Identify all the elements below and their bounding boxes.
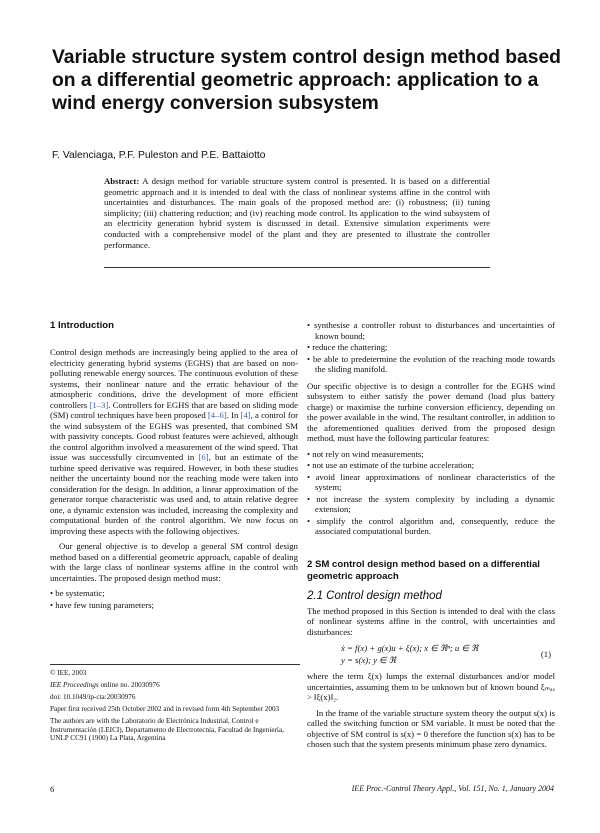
abstract-divider — [104, 267, 490, 268]
list-item-text: not rely on wind measurements; — [312, 448, 424, 459]
list-item-text: reduce the chattering; — [312, 342, 388, 352]
abstract — [104, 176, 490, 250]
list-item-text: have few tuning parameters; — [55, 599, 154, 610]
copyright: © IEE, 2003 — [50, 669, 87, 677]
right-column — [307, 320, 555, 755]
list-item-text: synthesise a controller robust to disturbances and uncertainties of known bound; — [314, 320, 556, 341]
list-item: • be systematic; — [50, 588, 105, 598]
equation-1 — [307, 643, 555, 667]
received-dates: Paper first received 25th October 2002 and in revised form 4th September 2003 — [50, 704, 280, 713]
citation-link[interactable]: [4] — [240, 410, 251, 420]
list-item-text: avoid linear approximations of nonlinear characteristics of the system; — [315, 471, 555, 492]
proceedings-number: online no. 20030976 — [98, 680, 160, 689]
method-paragraph: The method proposed in this Section is intended to deal with the class of nonlinear systems affine in the control, with uncertainties and disturbances: — [307, 605, 555, 637]
list-item: • simplify the control algorithm and, consequently, reduce the associated computational burden. — [307, 515, 555, 536]
text-run: Control design methods are increasingly being applied to the area of electricity generating hybrid systems (EGHS) that are based on non-polluting renewable energy sources. The continuous evolution of these systems, their nonlinear nature and the erratic behaviour of the atmospheric conditions, drive the development of more efficient controllers — [50, 347, 298, 410]
page-number: 6 — [50, 784, 55, 794]
abstract-text: A design method for variable structure system control is presented. It is based on a differential geometric approach and it is intended to deal with the class of nonlinear systems affine in the control with uncertainties and disturbances. The main goals of the proposed method are: (i) robustness; (ii) tuning simplicity; (iii) chattering reduction; and (iv) reaching mode control. Its application to the wind subsystem of an electricity generation hybrid system is discussed in detail. Extensive simulation experiments were conducted with a comprehensive model of the plant and they are presented to illustrate the controller performance. — [104, 176, 490, 250]
list-item: • synthesise a controller robust to disturbances and uncertainties of known bound; — [307, 320, 556, 341]
list-item: • not rely on wind measurements; — [307, 448, 424, 459]
abstract-label: Abstract: — [104, 176, 140, 186]
section-heading-introduction: 1 Introduction — [50, 320, 114, 331]
doi: doi: 10.1049/ip-cta:20030976 — [50, 692, 136, 701]
intro-paragraph-2: Our general objective is to develop a general SM control design method based on a differential geometric approach, capable of dealing with the large class of nonlinear systems affine in the control with uncertainties. The proposed design method must: — [50, 541, 298, 583]
journal-citation: IEE Proc.-Control Theory Appl., Vol. 151, No. 1, January 2004 — [351, 784, 554, 793]
paper-title: Variable structure system control design method based on a differential geometric approach: application to a wind energy conversion subsystem — [52, 47, 561, 114]
list-item-text: be systematic; — [55, 588, 105, 598]
list-item: • not use an estimate of the turbine acceleration; — [307, 460, 475, 470]
proceedings-name: IEE Proceedings — [50, 680, 99, 689]
footnote-block — [50, 664, 300, 746]
citation-link[interactable]: [6] — [198, 452, 209, 462]
list-item: • reduce the chattering; — [307, 342, 388, 352]
features-list — [307, 449, 555, 537]
disturbance-paragraph: where the term ξ(x) lumps the external disturbances and/or model uncertainties, assuming them to be unknown but of known bound ξₘₐₓ > ‖ξ(x)‖₂. — [307, 671, 555, 702]
list-item: • avoid linear approximations of nonlinear characteristics of the system; — [307, 471, 555, 492]
intro-paragraph-1 — [50, 347, 298, 536]
list-item: • have few tuning parameters; — [50, 599, 154, 610]
text-run: , a control for the wind subsystem of the EGHS was presented, that combined SM with passivity concepts. Good robust features were achieved, although the control algorithm involved a measurement of the wind speed. That issue was successfully circumvented in — [50, 410, 298, 462]
citation-link[interactable]: [4–6] — [207, 410, 227, 420]
section-heading-sm-control: 2 SM control design method based on a differential geometric approach — [307, 558, 540, 582]
equation-line-1: ẋ = f(x) + g(x)u + ξ(x); x ∈ ℜⁿ; u ∈ ℜ — [341, 643, 479, 653]
list-item-text: be able to predetermine the evolution of the reaching mode towards the sliding manifold. — [312, 353, 556, 374]
text-run: , but an estimate of the turbine speed derivative was required. However, in both these studies neither the uncertainty bound nor the reaching mode were taken into consideration for the design. In addition, a linear approximation of the generator torque characteristic was used and, to attain relative degree one, a dynamic extension was included, increasing the complexity and computational burden of the control algorithm. We now focus on improving these aspects with the following objectives. — [50, 452, 298, 536]
requirements-list — [50, 588, 298, 610]
requirements-list-continued — [307, 320, 555, 375]
list-item-text: not increase the system complexity by including a dynamic extension; — [315, 493, 555, 514]
switching-function-paragraph: In the frame of the variable structure system theory the output s(x) is called the switching function or SM variable. It must be noted that the objective of SM control is s(x) = 0 therefore the function s(x) has to be chosen such that the system presents minimum phase zero dynamics. — [307, 707, 555, 749]
equation-line-2: y = s(x); y ∈ ℜ — [341, 655, 396, 665]
objective-paragraph: Our specific objective is to design a controller for the EGHS wind subsystem to either satisfy the power demand (load plus battery charge) or maximise the turbine conversion efficiency, depending on the power available in the wind. The resultant controller, in addition to the aforementioned qualities derived from the proposed design method, must have the following particular features: — [307, 380, 555, 443]
citation-link[interactable]: [1–3] — [89, 399, 109, 410]
list-item-text: not use an estimate of the turbine acceleration; — [312, 460, 475, 470]
text-run: . Controllers for EGHS that are based on sliding mode (SM) control techniques have been proposed — [50, 399, 298, 420]
list-item-text: simplify the control algorithm and, consequently, reduce the associated computational burden. — [315, 515, 555, 536]
text-run: . In — [226, 410, 241, 420]
proceedings-line — [50, 681, 300, 690]
list-item: • not increase the system complexity by including a dynamic extension; — [307, 493, 555, 514]
author-affiliation: The authors are with the Laboratorio de Electrónica Industrial, Control e Instrumentación (LEICI), Departamento de Electrotecnia, Facultad de Ingeniería, UNLP CC91 (1900) La Plata, Argentina — [50, 716, 284, 743]
authors: F. Valenciaga, P.F. Puleston and P.E. Battaiotto — [52, 150, 266, 161]
equation-number: (1) — [540, 649, 551, 659]
list-item: • be able to predetermine the evolution of the reaching mode towards the sliding manifold. — [307, 353, 556, 374]
subsection-heading-design-method: 2.1 Control design method — [307, 589, 442, 602]
footnote-divider — [50, 664, 300, 665]
left-column — [50, 320, 298, 616]
